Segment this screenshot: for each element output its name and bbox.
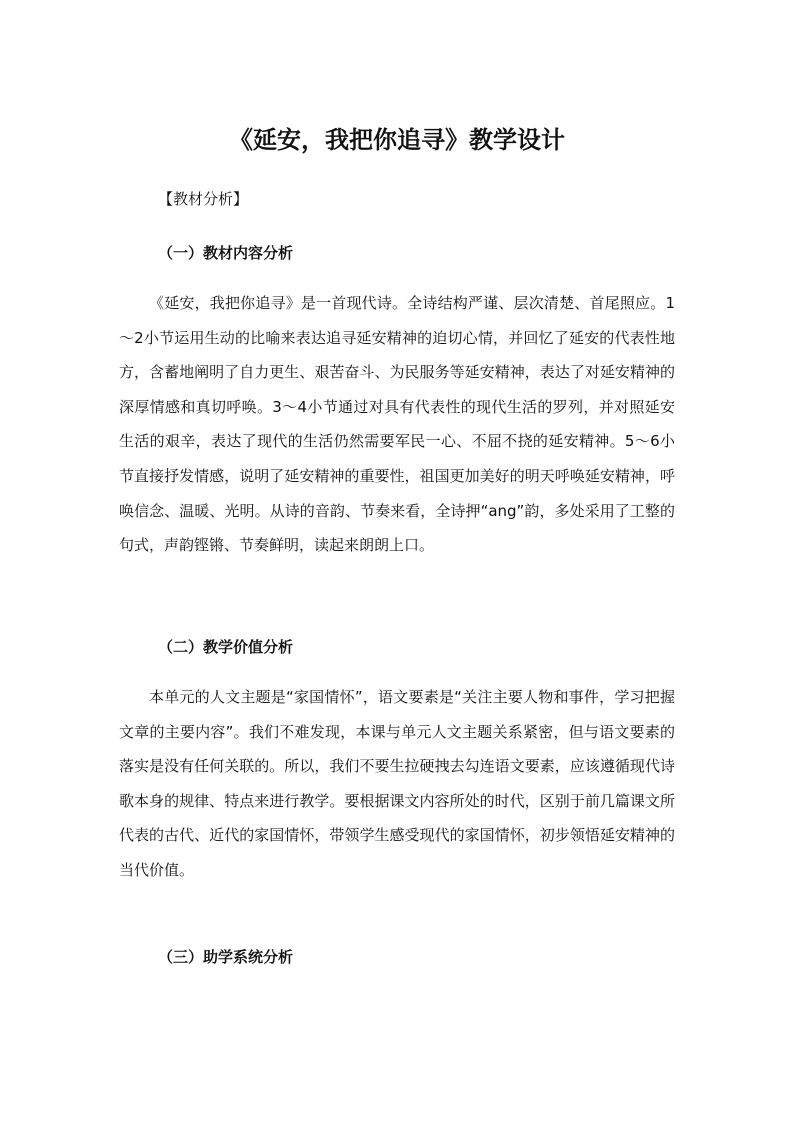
paragraph-content-analysis: 《延安，我把你追寻》是一首现代诗。全诗结构严谨、层次清楚、首尾照应。1～2小节运用生动的比喻来表达追寻延安精神的迫切心情，并回忆了延安的代表性地方，含蓄地阐明了自力更生、艰苦奋斗、为民服务等延安精神，表达了对延安精神的深厚情感和真切呼唤。3～4小节通过对具有代表性的现代生活的罗列，并对照延安生活的艰辛，表达了现代的生活仍然需要军民一心、不屈不挠的延安精神。5～6小节直接抒发情感，说明了延安精神的重要性，祖国更加美好的明天呼唤延安精神，呼唤信念、温暖、光明。从诗的音韵、节奏来看，全诗押“ang”韵，多处采用了工整的句式，声韵铿锵、节奏鲜明，读起来朗朗上口。 bbox=[119, 294, 675, 555]
heading-content-analysis: （一）教材内容分析 bbox=[158, 244, 294, 262]
heading-teaching-value: （二）教学价值分析 bbox=[158, 638, 294, 656]
heading-support-system: （三）助学系统分析 bbox=[158, 948, 294, 966]
paragraph-teaching-value: 本单元的人文主题是“家国情怀”，语文要素是“关注主要人物和事件，学习把握文章的主要内容”。我们不难发现，本课与单元人文主题关系紧密，但与语文要素的落实是没有任何关联的。所以，我们不要生拉硬拽去勾连语文要素，应该遵循现代诗歌本身的规律、特点来进行教学。要根据课文内容所处的时代，区别于前几篇课文所代表的古代、近代的家国情怀，带领学生感受现代的家国情怀，初步领悟延安精神的当代价值。 bbox=[119, 688, 675, 879]
section-label-textbook-analysis: 【教材分析】 bbox=[158, 190, 249, 208]
document-title: 《延安，我把你追寻》教学设计 bbox=[229, 126, 565, 154]
